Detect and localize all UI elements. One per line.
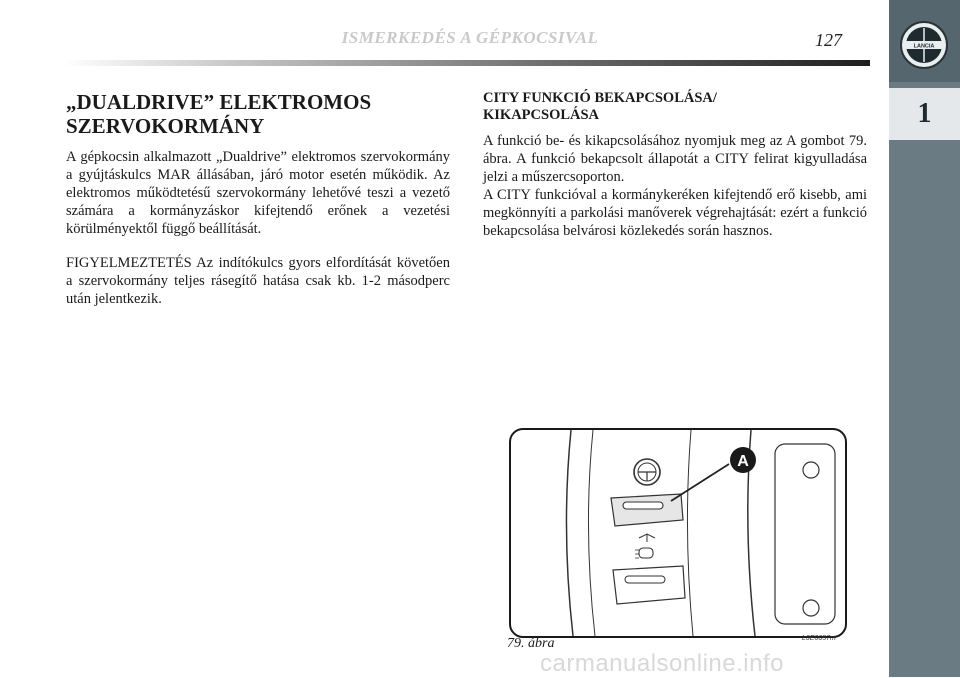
figure-caption: 79. ábra (507, 636, 555, 651)
city-button-a (611, 494, 683, 526)
callout-label: A (737, 453, 749, 470)
warning-paragraph: FIGYELMEZTETÉS Az indítókulcs gyors elfordítását követően a szervokormány teljes rásegítő hatása csak kb. 1-2 másodperc után jelentkezik. (66, 255, 450, 307)
body-paragraph: A gépkocsin alkalmazott „Dualdrive” elektromos szervokormány a gyújtáskulcs MAR állásában, járó motor esetén működik. Az elektromos működtetésű szervokormány lehetővé teszi a vezető számára a kormányzáskor kifejtendő erőnek a vezetési körülményektől függő beállítását. (66, 149, 450, 237)
figure-code: L0E0057m (802, 635, 836, 642)
watermark: carmanualsonline.info (540, 650, 784, 677)
heading-line-2: KIKAPCSOLÁSA (483, 107, 600, 123)
section-heading (483, 90, 867, 124)
body-paragraph: A CITY funkcióval a kormánykeréken kifejtendő erő kisebb, ami megkönnyíti a parkolási manőverek végrehajtását: ezért a funkció bekapcsolása belvárosi közlekedés során hasznos. (483, 187, 867, 239)
section-heading (66, 90, 450, 138)
chapter-number: 1 (889, 88, 960, 140)
heading-line-2: SZERVOKORMÁNY (66, 114, 265, 138)
heading-line-1: „DUALDRIVE” ELEKTROMOS (66, 90, 372, 114)
left-column (66, 90, 450, 308)
header-title: ISMERKEDÉS A GÉPKOCSIVAL (341, 28, 599, 47)
header-rule (64, 60, 870, 66)
steering-wheel-icon (634, 459, 660, 485)
page-number: 127 (815, 30, 842, 50)
heading-line-1: CITY FUNKCIÓ BEKAPCSOLÁSA/ (483, 90, 717, 106)
figure-illustration (509, 428, 847, 638)
svg-text:LANCIA: LANCIA (913, 43, 935, 50)
lancia-logo-icon (899, 20, 949, 70)
headlamp-adjust-icon (635, 534, 655, 558)
dashboard-drawing (511, 430, 845, 636)
side-tab (889, 0, 960, 677)
body-paragraph: A funkció be- és kikapcsolásához nyomjuk meg az A gombot 79. ábra. A funkció bekapcsolt állapotát a CITY felirat kigyulladása jelzi a műszercsoporton. (483, 133, 867, 185)
right-column (483, 90, 867, 240)
